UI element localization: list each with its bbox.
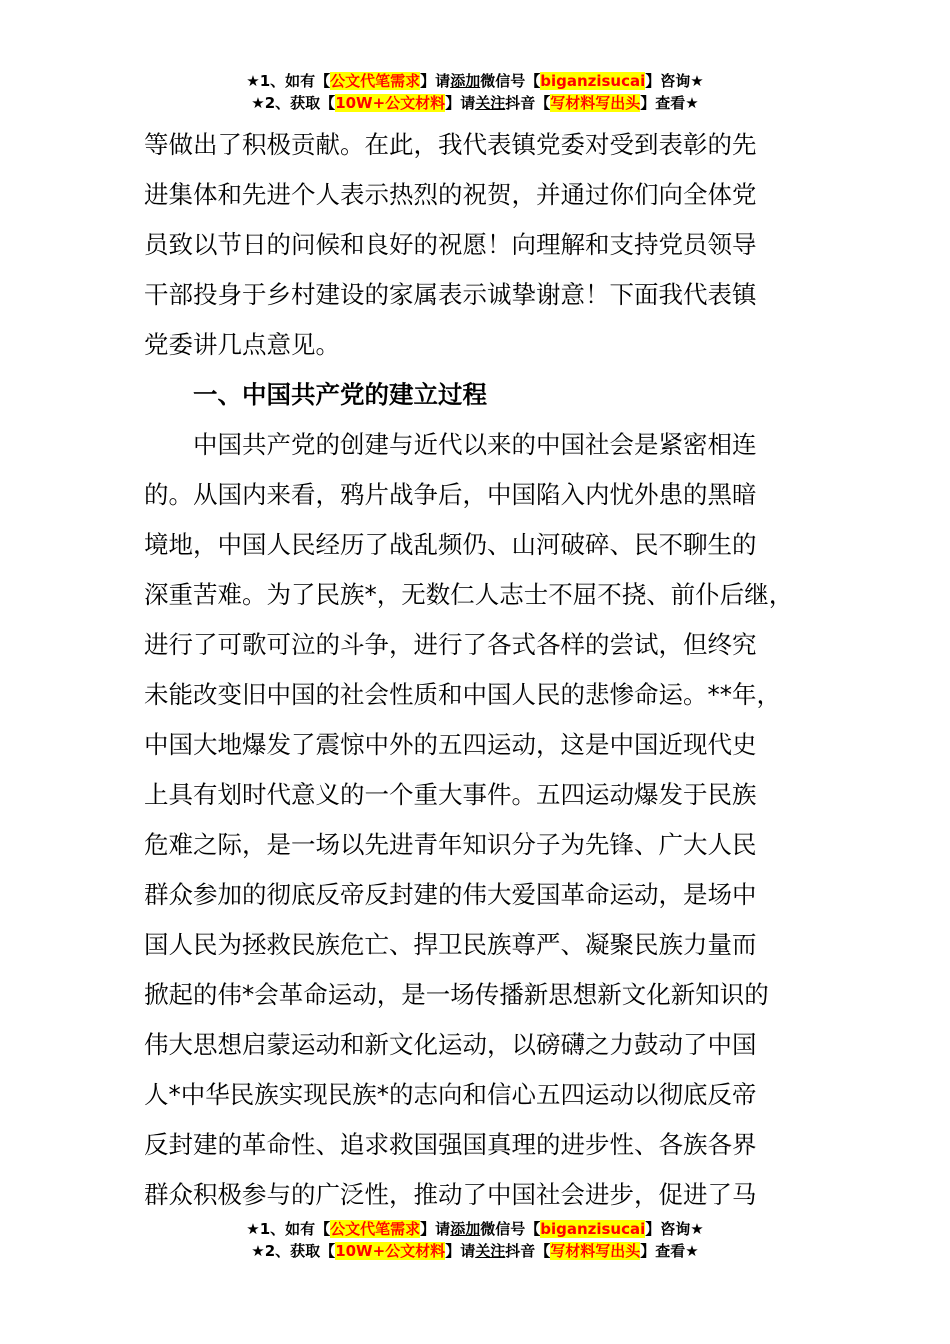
banner-line-consult (0, 1218, 950, 1240)
banner-text: ★2、获取【 (251, 1242, 336, 1260)
body-line: 人*中华民族实现民族*的志向和信心五四运动以彻底反帝 (144, 1080, 757, 1109)
banner-highlight-douyin: 写材料写出头 (550, 94, 641, 112)
body-line: 党委讲几点意见。 (144, 330, 340, 359)
body-line: 干部投身于乡村建设的家属表示诚挚谢意！下面我代表镇 (144, 280, 757, 309)
body-line: 员致以节日的问候和良好的祝愿！向理解和支持党员领导 (144, 230, 757, 259)
banner-text: 】请 (420, 1220, 451, 1238)
paragraph-first-line: 中国共产党的创建与近代以来的中国社会是紧密相连 (193, 430, 757, 459)
banner-text: ★1、如有【 (246, 1220, 331, 1238)
banner-highlight-wechat-id: biganzisucai (540, 1220, 646, 1238)
banner-text: 】查看★ (640, 94, 699, 112)
body-line: 伟大思想启蒙运动和新文化运动，以磅礴之力鼓动了中国 (144, 1030, 757, 1059)
banner-text: ★1、如有【 (246, 72, 331, 90)
body-line: 未能改变旧中国的社会性质和中国人民的悲惨命运。**年， (144, 680, 781, 709)
banner-text: ★2、获取【 (251, 94, 336, 112)
body-line: 危难之际，是一场以先进青年知识分子为先锋、广大人民 (144, 830, 757, 859)
body-line: 群众积极参与的广泛性，推动了中国社会进步，促进了马 (144, 1180, 757, 1209)
body-line: 进集体和先进个人表示热烈的祝贺，并通过你们向全体党 (144, 180, 757, 209)
body-line: 进行了可歌可泣的斗争，进行了各式各样的尝试，但终究 (144, 630, 757, 659)
body-line: 国人民为拯救民族危亡、捍卫民族尊严、凝聚民族力量而 (144, 930, 757, 959)
banner-text: 】咨询★ (645, 1220, 704, 1238)
body-line: 中国大地爆发了震惊中外的五四运动，这是中国近现代史 (144, 730, 757, 759)
banner-text: 】咨询★ (645, 72, 704, 90)
banner-line-consult (0, 70, 950, 92)
banner-underline-follow: 关注 (475, 1242, 506, 1260)
banner-highlight-materials: 10W+公文材料 (335, 1242, 446, 1260)
banner-text: 抖音【 (505, 94, 551, 112)
body-line: 境地，中国人民经历了战乱频仍、山河破碎、民不聊生的 (144, 530, 757, 559)
banner-text: 微信号【 (480, 72, 541, 90)
banner-text: 微信号【 (480, 1220, 541, 1238)
banner-highlight-service: 公文代笔需求 (330, 72, 421, 90)
banner-text: 】请 (445, 1242, 476, 1260)
body-line: 上具有划时代意义的一个重大事件。五四运动爆发于民族 (144, 780, 757, 809)
banner-text: 】请 (445, 94, 476, 112)
banner-highlight-douyin: 写材料写出头 (550, 1242, 641, 1260)
banner-highlight-service: 公文代笔需求 (330, 1220, 421, 1238)
body-line: 的。从国内来看，鸦片战争后，中国陷入内忧外患的黑暗 (144, 480, 757, 509)
banner-underline-follow: 关注 (475, 94, 506, 112)
banner-text: 】请 (420, 72, 451, 90)
section-heading: 一、中国共产党的建立过程 (193, 380, 487, 409)
banner-highlight-wechat-id: biganzisucai (540, 72, 646, 90)
banner-text: 抖音【 (505, 1242, 551, 1260)
banner-text: 】查看★ (640, 1242, 699, 1260)
banner-line-materials (0, 92, 950, 114)
body-line: 掀起的伟*会革命运动，是一场传播新思想新文化新知识的 (144, 980, 769, 1009)
body-line: 反封建的革命性、追求救国强国真理的进步性、各族各界 (144, 1130, 757, 1159)
banner-line-materials (0, 1240, 950, 1262)
banner-highlight-materials: 10W+公文材料 (335, 94, 446, 112)
body-line: 深重苦难。为了民族*，无数仁人志士不屈不挠、前仆后继， (144, 580, 794, 609)
header-banner (0, 70, 950, 114)
footer-banner (0, 1218, 950, 1262)
body-line: 群众参加的彻底反帝反封建的伟大爱国革命运动，是场中 (144, 880, 757, 909)
banner-underline-add: 添加 (450, 72, 481, 90)
body-line: 等做出了积极贡献。在此，我代表镇党委对受到表彰的先 (144, 130, 757, 159)
banner-underline-add: 添加 (450, 1220, 481, 1238)
